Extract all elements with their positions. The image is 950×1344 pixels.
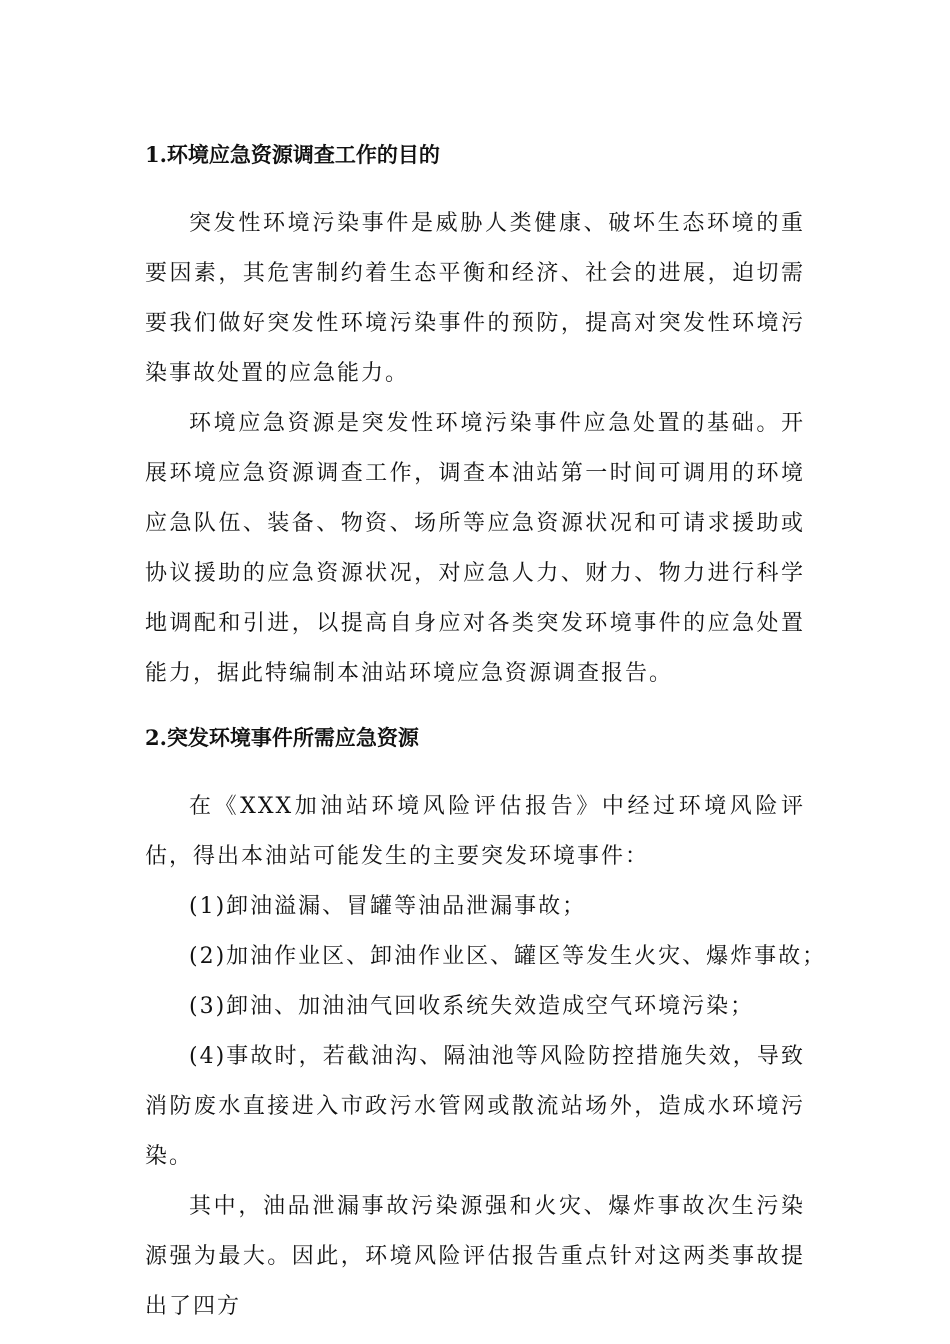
section-1-heading: 1.环境应急资源调查工作的目的 [145,142,440,167]
section-1-paragraph-1: 突发性环境污染事件是威胁人类健康、破坏生态环境的重要因素，其危害制约着生态平衡和经济、社会的进展，迫切需要我们做好突发性环境污染事件的预防，提高对突发性环境污染事故处置的应急能力。 [145,211,805,386]
section-2-heading: 2.突发环境事件所需应急资源 [145,725,419,750]
event-list-item-2: (2)加油作业区、卸油作业区、罐区等发生火灾、爆炸事故； [189,944,827,969]
document-body [145,140,827,1332]
section-2-intro-paragraph: 在《XXX加油站环境风险评估报告》中经过环境风险评估，得出本油站可能发生的主要突发环境事件： [145,794,805,869]
event-list-item-4: (4)事故时，若截油沟、隔油池等风险防控措施失效，导致消防废水直接进入市政污水管网或散流站场外，造成水环境污染。 [145,1044,805,1169]
event-list-item-1: (1)卸油溢漏、冒罐等油品泄漏事故； [189,894,587,919]
event-list-item-3: (3)卸油、加油油气回收系统失效造成空气环境污染； [189,994,755,1019]
section-1-paragraph-2: 环境应急资源是突发性环境污染事件应急处置的基础。开展环境应急资源调查工作，调查本油站第一时间可调用的环境应急队伍、装备、物资、场所等应急资源状况和可请求援助或协议援助的应急资源状况，对应急人力、财力、物力进行科学地调配和引进，以提高自身应对各类突发环境事件的应急处置能力，据此特编制本油站环境应急资源调查报告。 [145,411,805,686]
section-2-closing-paragraph: 其中，油品泄漏事故污染源强和火灾、爆炸事故次生污染源强为最大。因此，环境风险评估报告重点针对这两类事故提出了四方 [145,1194,805,1319]
